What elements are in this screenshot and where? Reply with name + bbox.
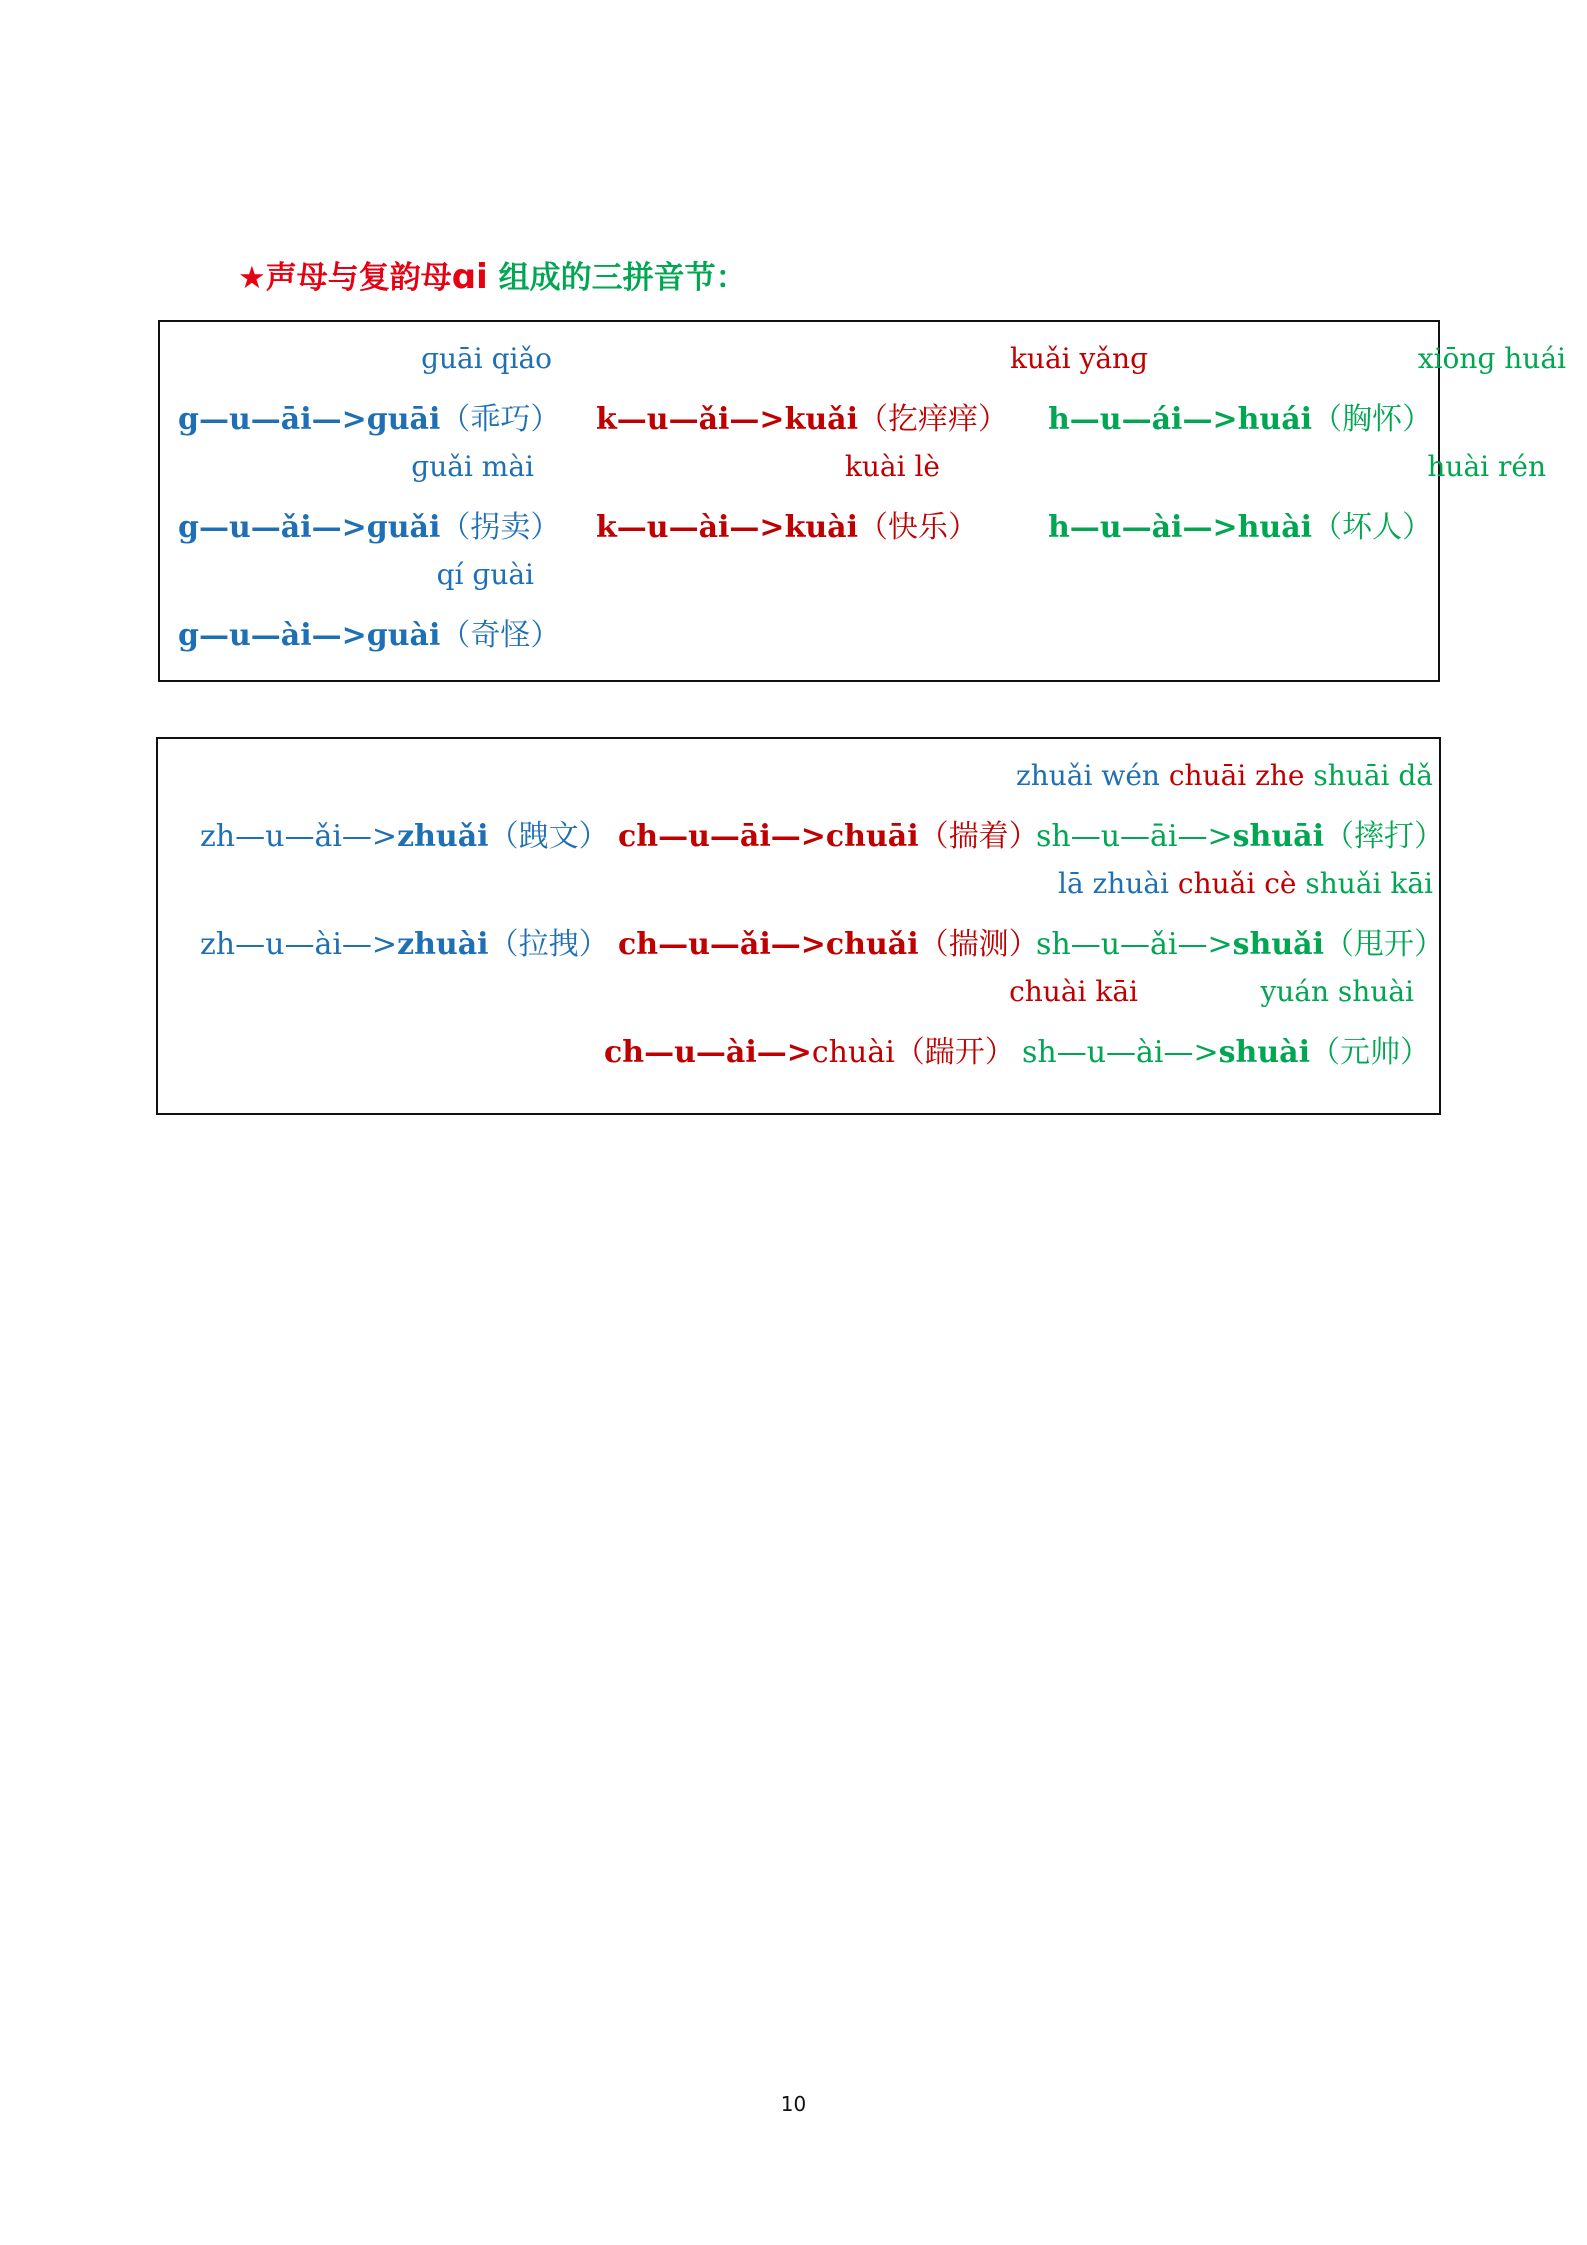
spelling-formula: ch—u—āi—>chuāi（揣着） [618, 819, 1039, 854]
pinyin-label: kuài lè [844, 450, 940, 483]
heading-rest: 组成的三拼音节： [498, 260, 747, 296]
spelling-formula: h—u—ài—>huài（坏人） [1048, 510, 1433, 545]
heading-vowel: ɑi [451, 257, 488, 297]
pinyin-line: lā zhuài chuǎi cè shuǎi kāi [1058, 867, 1433, 900]
heading-main: 声母与复韵母 [265, 260, 452, 296]
spelling-formula: h—u—ái—>huái（胸怀） [1048, 402, 1433, 437]
spelling-formula: ch—u—ài—>chuài（踹开） [604, 1035, 1015, 1070]
spelling-formula: sh—u—āi—>shuāi（摔打） [1036, 819, 1445, 854]
spelling-formula: k—u—ǎi—>kuǎi（扢痒痒） [596, 402, 1009, 437]
syllable-box-zh-ch-sh [156, 737, 1445, 1115]
spelling-formula: sh—u—ài—>shuài（元帅） [1022, 1035, 1431, 1070]
spelling-formula: g—u—ài—>ɡuài（奇怪） [178, 618, 561, 653]
star-icon: ★ [238, 260, 266, 296]
spelling-formula: sh—u—ǎi—>shuǎi（甩开） [1036, 927, 1445, 962]
page-number: 10 [780, 2092, 807, 2116]
pinyin-label: kuǎi yǎnɡ [1009, 342, 1148, 375]
pinyin-label: huài rén [1427, 450, 1546, 483]
syllable-box-g-k-h [158, 320, 1566, 682]
spelling-formula: ch—u—ǎi—>chuǎi（揣测） [618, 927, 1039, 962]
spelling-formula: g—u—āi—>ɡuāi（乖巧） [178, 402, 561, 437]
spelling-formula: k—u—ài—>kuài（快乐） [596, 510, 979, 545]
section-heading [238, 252, 747, 297]
pinyin-label: qí ɡuài [436, 558, 534, 591]
pinyin-label: xiōnɡ huái [1417, 342, 1566, 375]
pinyin-label: ɡuāi qiǎo [421, 342, 552, 375]
pinyin-label: chuài kāi [1009, 975, 1138, 1008]
pinyin-label: yuán shuài [1260, 975, 1414, 1008]
spelling-formula: zh—u—ǎi—>zhuǎi（跩文） [200, 819, 609, 854]
spelling-formula: g—u—ǎi—>ɡuǎi（拐卖） [178, 510, 561, 545]
pinyin-line: zhuǎi wén chuāi zhe shuāi dǎ [1015, 759, 1433, 792]
pinyin-label: ɡuǎi mài [411, 450, 534, 483]
spelling-formula: zh—u—ài—>zhuài（拉拽） [200, 927, 609, 962]
